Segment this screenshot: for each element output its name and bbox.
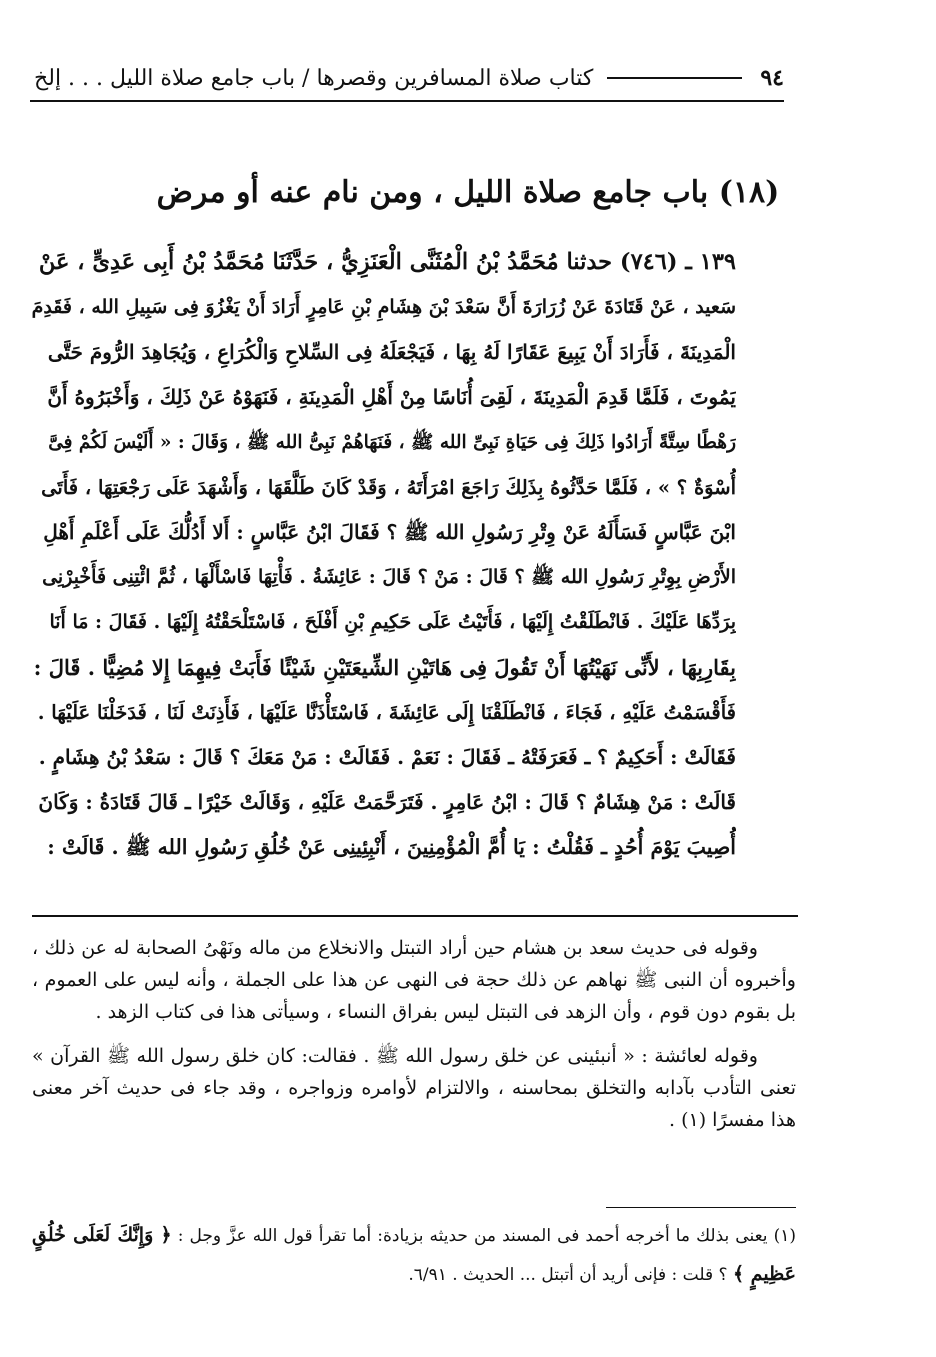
page-number: ٩٤: [760, 65, 784, 91]
hadith-line: يَمُوتَ ، فَلَمَّا قَدِمَ الْمَدِينَةَ ، لَقِىَ أُنَاسًا مِنْ أَهْلِ الْمَدِينَةِ ، فَنَهَوْهُ عَنْ ذَلِكَ ، وَأَخْبَرُوهُ أَنَّ: [47, 385, 736, 409]
hadith-line: بِقَارِبِهَا ، لأَنِّى نَهَيْتُهَا أَنْ تَقُولَ فِى هَاتَيْنِ الشِّيعَتَيْنِ شَيْئًا فَأَبَتْ فِيهِمَا إِلا مُضِيًّا . قَالَ :: [33, 655, 736, 680]
commentary-paragraph: وقوله فى حديث سعد بن هشام حين أراد التبتل والانخلاع من ماله ونَهْىُ الصحابة له عن ذلك ، وأخبروه أن النبى ﷺ نهاهم عن ذلك حجة فى النهى عن هذا على الجملة ، وأنه ليس على العموم ، بل بقوم دون قوم ، وأن الزهد فى التبتل ليس بفراق النساء ، وسيأتى هذا فى كتاب الزهد .: [32, 937, 796, 1023]
hadith-line: بِرَدِّهَا عَلَيْكَ . فَانْطَلَقْتُ إِلَيْهَا ، فَأَتَيْتُ عَلَى حَكِيمِ بْنِ أَفْلَحَ ، فَاسْتَلْحَقْتُهُ إِلَيْهَا . فَقَالَ : مَا أَنَا: [49, 611, 736, 633]
running-head: [30, 60, 784, 96]
footnote-quran-verse: ﴿ وَإِنَّكَ لَعَلَى خُلُقٍ عَظِيمٍ ﴾: [32, 1224, 796, 1285]
footnote-divider: [606, 1207, 796, 1208]
hadith-line: أُصِيبَ يَوْمَ أُحُدٍ ـ فَقُلْتُ : يَا أُمَّ الْمُؤْمِنِينَ ، أَنْبِئِينِى عَنْ خُلُقِ رَسُولِ الله ﷺ . قَالَتْ :: [47, 835, 736, 859]
hadith-line: الأَرْضِ بِوِتْرِ رَسُولِ الله ﷺ ؟ قَالَ : مَنْ ؟ قَالَ : عَائِشَةُ . فَأْتِهَا فَاسْأَلْهَا ، ثُمَّ ائْتِنِى فَأَخْبِرْنِى: [42, 566, 736, 588]
commentary-divider: [32, 915, 798, 917]
hadith-line: أُسْوَةٌ ؟ » ، فَلَمَّا حَدَّثُوهُ بِذَلِكَ رَاجَعَ امْرَأَتَهُ ، وَقَدْ كَانَ طَلَّقَهَا ، وَأَشْهَدَ عَلَى رَجْعَتِهَا ، فَأَتَى: [41, 476, 736, 499]
footnote-text-end: ؟ قلت : فإنى أريد أن أتبتل ... الحديث . ٦/٩١.: [408, 1265, 728, 1285]
commentary-paragraph: وقوله لعائشة : « أنبئينى عن خلق رسول الله ﷺ . فقالت: كان خلق رسول الله ﷺ القرآن » تعنى التأدب بآدابه والتخلق بمحاسنه ، والالتزام لأوامره وزواجره ، وقد جاء فى حديث آخر معنى هذا مفسرًا (١) .: [32, 1045, 796, 1131]
hadith-line: ابْنَ عَبَّاسٍ فَسَأَلَهُ عَنْ وِتْرِ رَسُولِ الله ﷺ ؟ فَقَالَ ابْنُ عَبَّاسٍ : أَلا أَدُلُّكَ عَلَى أَعْلَمِ أَهْلِ: [43, 520, 736, 544]
hadith-line: قَالَتْ : مَنْ هِشَامٌ ؟ قَالَ : ابْنُ عَامِرٍ . فَتَرَحَّمَتْ عَلَيْهِ ، وَقَالَتْ خَيْرًا ـ قَالَ قَتَادَةُ : وَكَانَ: [38, 790, 736, 814]
commentary: [32, 932, 796, 1148]
header-rule: [607, 77, 742, 79]
hadith-text: [32, 240, 736, 870]
hadith-line: رَهْطًا سِتَّةً أَرَادُوا ذَلِكَ فِى حَيَاةِ نَبِىِّ الله ﷺ ، فَنَهَاهُمْ نَبِىُّ الله ﷺ ، وَقَالَ : « أَلَيْسَ لَكُمْ فِىَّ: [48, 432, 736, 453]
chapter-title: (١٨) باب جامع صلاة الليل ، ومن نام عنه أو مرض: [156, 175, 780, 210]
running-head-text: كتاب صلاة المسافرين وقصرها / باب جامع صلاة الليل . . . إلخ: [34, 65, 594, 91]
hadith-line: الْمَدِينَةَ ، فَأَرَادَ أَنْ يَبِيعَ عَقَارًا لَهُ بِهَا ، فَيَجْعَلَهُ فِى السِّلاحِ وَالْكُرَاعِ ، وَيُجَاهِدَ الرُّومَ حَتَّى: [47, 340, 736, 364]
footnote: [32, 1216, 796, 1294]
hadith-line: فَأَقْسَمْتُ عَلَيْهِ ، فَجَاءَ ، فَانْطَلَقْنَا إِلَى عَائِشَةَ ، فَاسْتَأْذَنَّا عَلَيْهَا ، فَأَذِنَتْ لَنَا ، فَدَخَلْنَا عَلَيْهَا .: [37, 701, 736, 724]
hadith-line: سَعيد ، عَنْ قَتَادَةَ عَنْ زُرَارَةَ أَنَّ سَعْدَ بْنَ هِشَامِ بْنِ عَامِرٍ أَرَادَ أَنْ يَغْزُوَ فِى سَبِيلِ الله ، فَقَدِمَ: [32, 296, 736, 318]
header-divider: [30, 100, 784, 102]
hadith-line: فَقَالَتْ : أَحَكِيمٌ ؟ ـ فَعَرَفَتْهُ ـ فَقَالَ : نَعَمْ . فَقَالَتْ : مَنْ مَعَكَ ؟ قَالَ : سَعْدُ بْنُ هِشَامٍ .: [38, 745, 736, 769]
hadith-line: ١٣٩ ـ (٧٤٦) حدثنا مُحَمَّدُ بْنُ الْمُثَنَّى الْعَنَزِيُّ ، حَدَّثَنَا مُحَمَّدُ بْنُ أَبِى عَدِىٍّ ، عَنْ: [38, 249, 736, 275]
footnote-text: (١) يعنى بذلك ما أخرجه أحمد فى المسند من حديثه بزيادة: أما تقرأ قول الله عزَّ وجل :: [177, 1226, 797, 1246]
